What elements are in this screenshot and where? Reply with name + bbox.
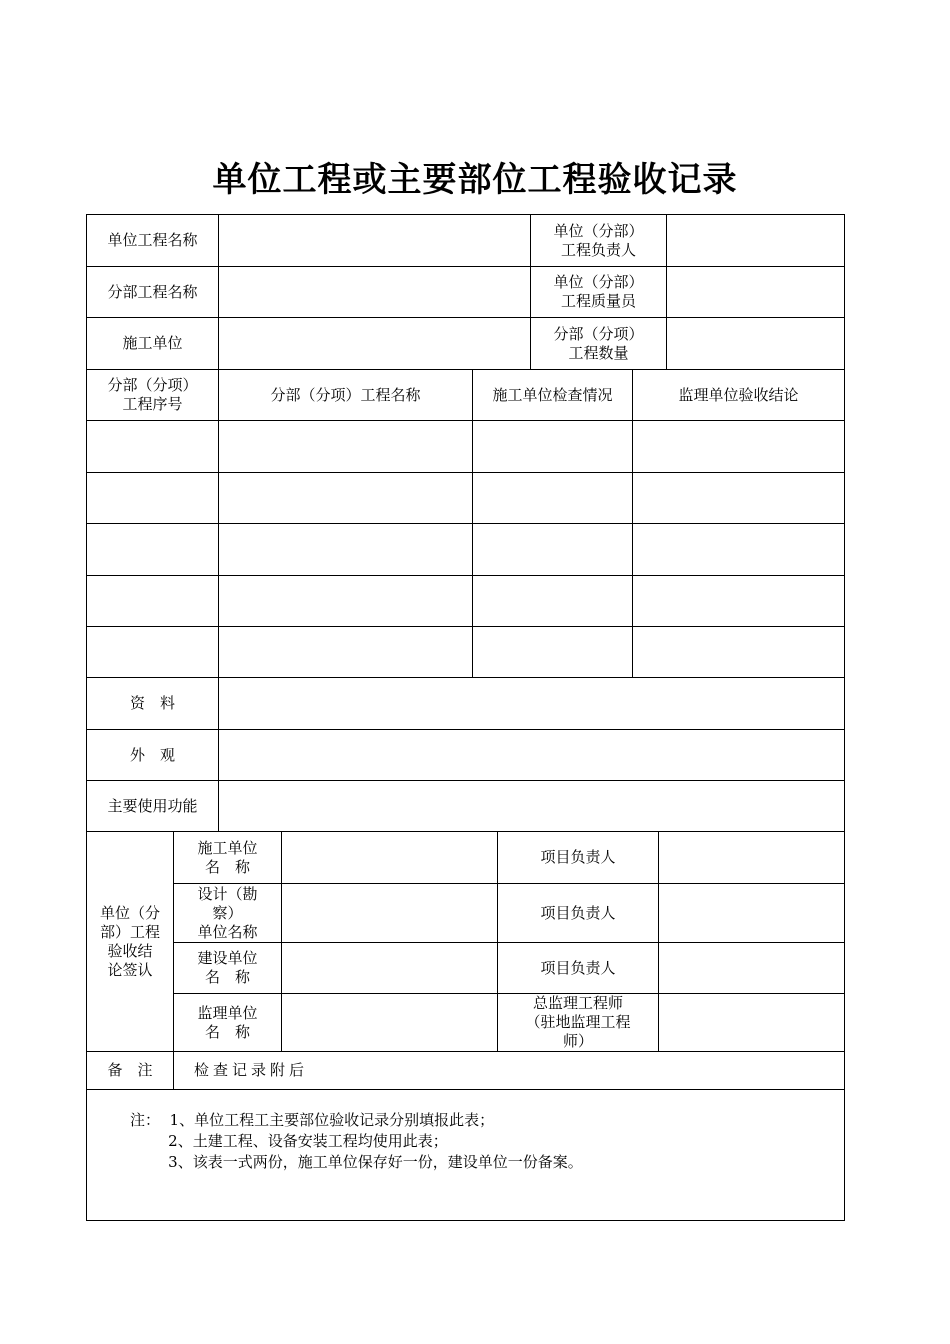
unit-project-name-field[interactable] (219, 215, 530, 266)
owner-lead-label: 项目负责人 (540, 958, 616, 977)
division-project-name-field[interactable] (219, 267, 530, 317)
construction-unit-label: 施工单位 (122, 334, 183, 352)
construction-unit-name-label: 施工单位 名 称 (197, 838, 258, 876)
remarks-value: 检查记录附后 (194, 1061, 309, 1079)
item-name-field[interactable] (219, 576, 472, 626)
col-acceptance-header: 监理单位验收结论 (678, 385, 799, 404)
construction-lead-field[interactable] (659, 832, 844, 883)
item-name-field[interactable] (219, 524, 472, 575)
design-unit-name-label: 设计（勘 察） 单位名称 (197, 884, 258, 941)
owner-lead-field[interactable] (659, 943, 844, 993)
item-name-field[interactable] (219, 627, 472, 677)
owner-unit-name-label: 建设单位 名 称 (197, 949, 258, 986)
acceptance-field[interactable] (633, 421, 844, 472)
note-line: 3、该表一式两份，施工单位保存好一份，建设单位一份备案。 (130, 1153, 583, 1171)
sequence-field[interactable] (87, 576, 218, 626)
note-line: 2、土建工程、设备安装工程均使用此表； (130, 1132, 448, 1150)
acceptance-field[interactable] (633, 576, 844, 626)
sequence-field[interactable] (87, 421, 218, 472)
division-project-name-label: 分部工程名称 (107, 282, 198, 301)
construction-unit-field[interactable] (219, 318, 530, 369)
quality-inspector-field[interactable] (667, 267, 844, 317)
remarks-label: 备 注 (107, 1061, 153, 1079)
project-lead-field[interactable] (667, 215, 844, 266)
appearance-label: 外 观 (129, 745, 175, 764)
design-lead-field[interactable] (659, 884, 844, 942)
inspection-field[interactable] (473, 576, 632, 626)
sequence-field[interactable] (87, 473, 218, 523)
inspection-field[interactable] (473, 473, 632, 523)
notes (130, 1110, 583, 1173)
sequence-field[interactable] (87, 524, 218, 575)
main-function-field[interactable] (219, 781, 844, 831)
signoff-group-label: 单位（分 部）工程 验收结 论签认 (99, 903, 160, 979)
inspection-field[interactable] (473, 421, 632, 472)
inspection-field[interactable] (473, 627, 632, 677)
col-sequence-header: 分部（分项） 工程序号 (107, 376, 198, 413)
col-inspection-header: 施工单位检查情况 (492, 385, 613, 404)
acceptance-field[interactable] (633, 627, 844, 677)
item-count-field[interactable] (667, 318, 844, 369)
design-lead-label: 项目负责人 (540, 903, 616, 922)
supervision-unit-name-field[interactable] (282, 994, 497, 1051)
documents-label: 资 料 (129, 694, 175, 712)
documents-field[interactable] (219, 678, 844, 729)
chief-supervisor-field[interactable] (659, 994, 844, 1051)
acceptance-field[interactable] (633, 473, 844, 523)
project-lead-label: 单位（分部） 工程负责人 (553, 221, 644, 259)
form-title: 单位工程或主要部位工程验收记录 (212, 160, 738, 200)
item-count-label: 分部（分项） 工程数量 (553, 324, 644, 362)
sequence-field[interactable] (87, 627, 218, 677)
supervision-unit-name-label: 监理单位 名 称 (197, 1003, 258, 1041)
design-unit-name-field[interactable] (282, 884, 497, 942)
appearance-field[interactable] (219, 730, 844, 780)
inspection-field[interactable] (473, 524, 632, 575)
item-name-field[interactable] (219, 421, 472, 472)
col-item-name-header: 分部（分项）工程名称 (270, 385, 421, 404)
main-function-label: 主要使用功能 (107, 796, 198, 815)
item-name-field[interactable] (219, 473, 472, 523)
note-line: 注： 1、单位工程工主要部位验收记录分别填报此表； (130, 1111, 495, 1129)
construction-unit-name-field[interactable] (282, 832, 497, 883)
unit-project-name-label: 单位工程名称 (107, 231, 198, 249)
owner-unit-name-field[interactable] (282, 943, 497, 993)
construction-lead-label: 项目负责人 (540, 848, 616, 866)
chief-supervisor-label: 总监理工程师 （驻地监理工程 师） (525, 994, 631, 1050)
acceptance-field[interactable] (633, 524, 844, 575)
quality-inspector-label: 单位（分部） 工程质量员 (553, 273, 644, 310)
